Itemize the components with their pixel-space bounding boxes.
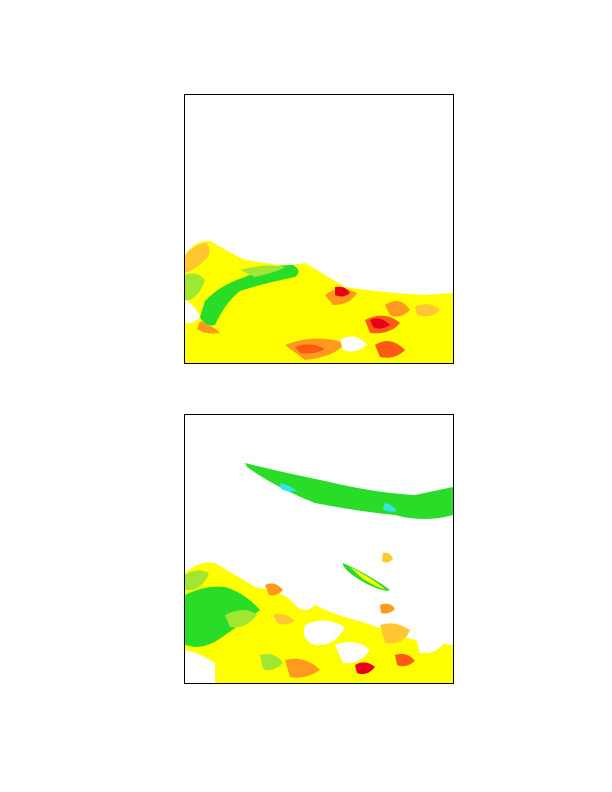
pbl-age-map-plot bbox=[185, 95, 453, 363]
pbl-age-field bbox=[185, 241, 453, 363]
stratosphere-age-map-plot bbox=[185, 415, 453, 683]
stratosphere-age-field bbox=[185, 463, 453, 683]
stratosphere-age-map bbox=[184, 414, 454, 684]
pbl-age-map bbox=[184, 94, 454, 364]
